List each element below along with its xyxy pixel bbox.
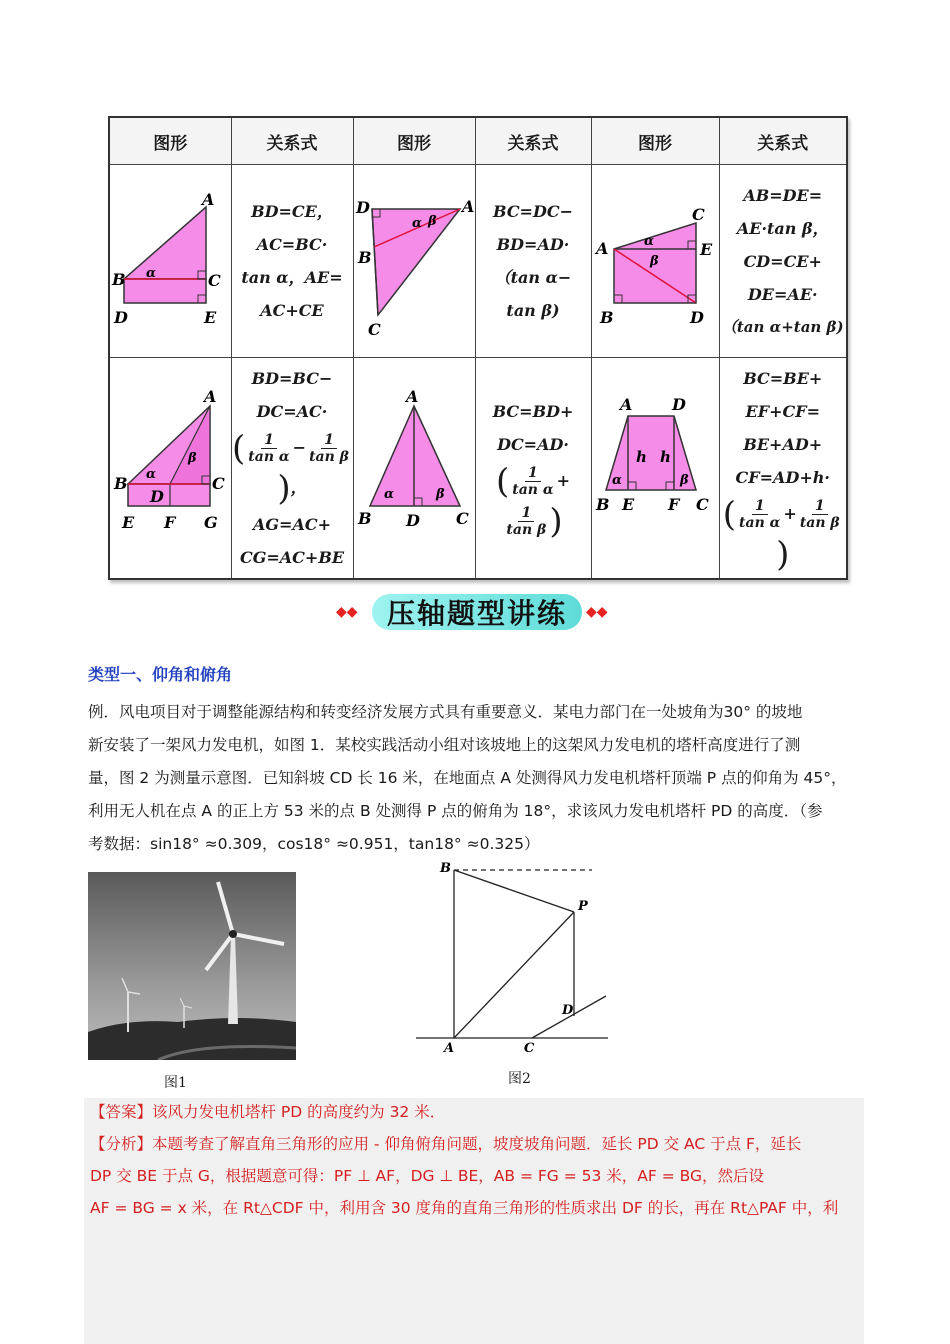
header-figure-1: 图形	[109, 117, 231, 165]
figure-cell-r2c2	[353, 358, 475, 580]
header-relation-1: 关系式	[231, 117, 353, 165]
svg-text:α: α	[411, 216, 422, 231]
svg-text:D: D	[671, 395, 686, 414]
svg-text:A: A	[595, 239, 608, 258]
figure-cell-r2c1	[109, 358, 231, 580]
svg-text:B: B	[595, 495, 610, 514]
svg-text:A: A	[202, 190, 215, 209]
example-line-5: 考数据：sin18° ≈0.309，cos18° ≈0.951，tan18° ≈0.325）	[88, 835, 540, 853]
figure-cell-r1c2	[353, 165, 475, 358]
wind-turbine-photo	[88, 872, 296, 1060]
figure-right-triangle-elevation	[110, 165, 232, 353]
figure-trapezoid	[592, 358, 720, 574]
figure-2-caption: 图2	[508, 1071, 531, 1087]
svg-text:F: F	[164, 513, 176, 532]
svg-text:A: A	[619, 395, 632, 414]
answer-block	[84, 1098, 864, 1344]
svg-text:A: A	[204, 387, 217, 406]
header-figure-2: 图形	[353, 117, 475, 165]
svg-text:D: D	[562, 1003, 574, 1018]
svg-text:E: E	[621, 495, 634, 514]
svg-text:E: E	[204, 308, 217, 327]
table-row	[109, 358, 847, 580]
figure-cell-r1c1	[109, 165, 231, 358]
figure-cell-r2c3	[591, 358, 719, 580]
example-line-3: 量，图 2 为测量示意图．已知斜坡 CD 长 16 米，在地面点 A 处测得风力发电机塔杆顶端 P 点的仰角为 45°，	[88, 769, 847, 787]
formula-table	[108, 116, 848, 580]
section-title: 类型一、仰角和俯角	[88, 665, 233, 684]
example-paragraph	[88, 696, 868, 861]
svg-text:B: B	[112, 270, 126, 289]
analysis-line-1: 【分析】本题考查了解直角三角形的应用 - 仰角俯角问题，坡度坡角问题．延长 PD 交 AC 于点 F，延长	[90, 1135, 802, 1153]
svg-text:α: α	[383, 487, 394, 502]
svg-text:C: C	[212, 474, 225, 493]
svg-text:B: B	[599, 308, 614, 327]
header-relation-2: 关系式	[475, 117, 591, 165]
svg-text:A: A	[444, 1041, 455, 1056]
svg-text:β: β	[679, 473, 689, 488]
svg-text:B: B	[440, 861, 451, 876]
svg-text:B: B	[114, 474, 128, 493]
relation-cell-r2c3: BC=BE+ EF+CF= BE+AD+ CF=AD+h· ( $\frac{1}{\text{tan α}}$ + $\frac{1}{\text{tan β}}$ )	[719, 358, 847, 580]
banner-title: 压轴题型讲练	[386, 597, 567, 630]
example-line-2: 新安装了一架风力发电机，如图 1．某校实践活动小组对该坡地上的这架风力发电机的塔杆高度进行了测	[88, 736, 801, 754]
figure-double-triangle-rectangle	[110, 358, 232, 574]
relation-cell-r1c1: BD=CE， AC=BC· tan α，AE= AC+CE	[231, 165, 353, 358]
svg-text:D: D	[355, 198, 370, 217]
figure-cell-r1c3	[591, 165, 719, 358]
svg-text:C: C	[208, 271, 221, 290]
example-line-4: 利用无人机在点 A 的正上方 53 米的点 B 处测得 P 点的俯角为 18°，求该风力发电机塔杆 PD 的高度．（参	[88, 802, 823, 820]
svg-text:C: C	[455, 509, 469, 528]
relation-cell-r1c3: AB=DE= AE·tan β， CD=CE+ DE=AE· （tan α+tan β)	[719, 165, 847, 358]
analysis-line-3: AF = BG = x 米，在 Rt△CDF 中，利用含 30 度角的直角三角形的性质求出 DF 的长，再在 Rt△PAF 中，利	[90, 1199, 839, 1217]
svg-text:β: β	[435, 487, 445, 502]
svg-text:P: P	[578, 899, 588, 914]
diamond-icon-right: ◆◆	[586, 604, 608, 620]
svg-text:α: α	[611, 473, 622, 488]
answer-line: 【答案】该风力发电机塔杆 PD 的高度约为 32 米．	[90, 1103, 446, 1121]
relation-cell-r2c2: BC=BD+ DC=AD· ( $\frac{1}{\text{tan α}}$ + $\frac{1}{\text{tan β}}$ )	[475, 358, 591, 580]
svg-text:α: α	[146, 467, 157, 482]
relation-cell-r1c2: BC=DC− BD=AD· （tan α− tan β)	[475, 165, 591, 358]
svg-text:h: h	[635, 448, 647, 466]
svg-text:D: D	[114, 308, 128, 327]
svg-text:A: A	[461, 197, 474, 216]
section-banner	[336, 590, 620, 636]
svg-text:α: α	[643, 234, 654, 249]
svg-text:β: β	[649, 254, 659, 269]
analysis-line-2: DP 交 BE 于点 G，根据题意可得：PF ⊥ AF，DG ⊥ BE，AB = FG = 53 米，AF = BG，然后设	[90, 1167, 765, 1185]
svg-text:α: α	[146, 266, 157, 281]
svg-text:C: C	[524, 1041, 535, 1056]
svg-text:B: B	[357, 509, 372, 528]
svg-text:D: D	[689, 308, 704, 327]
svg-text:C: C	[691, 205, 705, 224]
svg-text:β: β	[188, 451, 197, 466]
relation-cell-r2c1: BD=BC− DC=AC· ( $\frac{1}{\text{tan α}}$ − $\frac{1}{\text{tan β}}$ )， AG=AC+ CG=AC+BE	[231, 358, 353, 580]
svg-text:B: B	[357, 248, 372, 267]
table-row	[109, 165, 847, 358]
svg-text:G: G	[204, 513, 218, 532]
header-figure-3: 图形	[591, 117, 719, 165]
svg-text:A: A	[405, 387, 418, 406]
svg-text:C: C	[695, 495, 709, 514]
example-line-1: 例．风电项目对于调整能源结构和转变经济发展方式具有重要意义．某电力部门在一处坡角为30° 的坡地	[88, 703, 803, 721]
figure-1-caption: 图1	[164, 1075, 187, 1091]
svg-text:β: β	[427, 214, 437, 229]
measurement-diagram	[412, 856, 612, 1056]
header-relation-3: 关系式	[719, 117, 847, 165]
diamond-icon-left: ◆◆	[336, 604, 358, 620]
svg-text:D: D	[150, 487, 164, 506]
figure-isosceles-triangle	[354, 358, 476, 574]
svg-text:C: C	[367, 320, 381, 339]
figure-obtuse-triangle-depression	[354, 165, 476, 353]
svg-text:h: h	[659, 448, 671, 466]
table-header-row	[109, 117, 847, 165]
svg-text:D: D	[405, 511, 420, 530]
wind-turbine-image	[88, 872, 296, 1060]
measurement-diagram-svg	[412, 856, 612, 1056]
svg-text:E: E	[122, 513, 135, 532]
svg-text:F: F	[667, 495, 679, 514]
svg-text:E: E	[699, 240, 712, 259]
figure-rectangle-two-angles	[592, 165, 720, 353]
